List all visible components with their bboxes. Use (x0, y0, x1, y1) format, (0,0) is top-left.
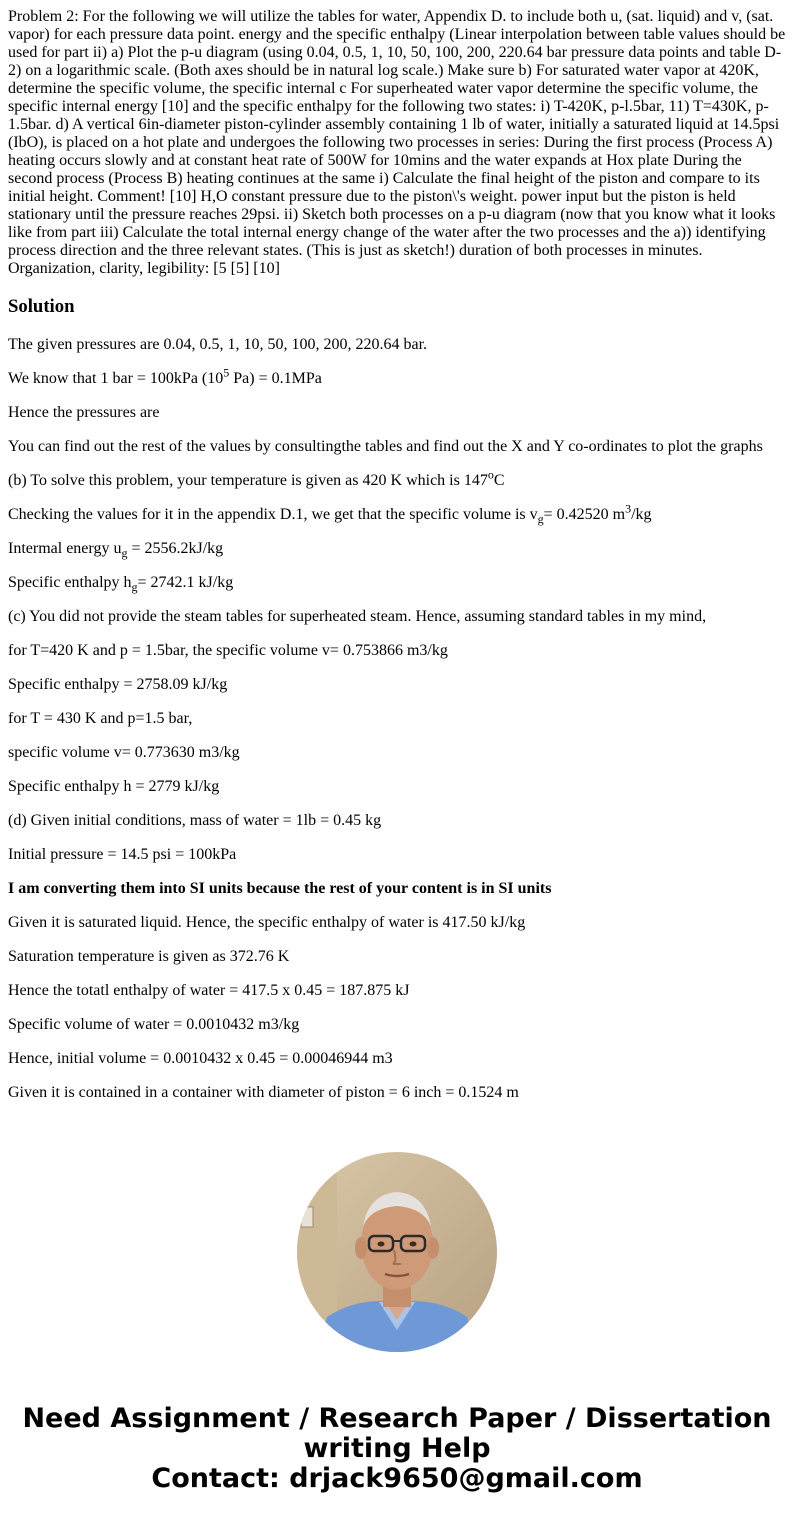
initial-volume-text: Hence, initial volume = 0.0010432 x 0.45 = 0.00046944 m3 (8, 1050, 393, 1067)
promo-banner (0, 1122, 794, 1523)
part-d-intro-text: (d) Given initial conditions, mass of water = 1lb = 0.45 kg (8, 812, 382, 829)
document-body (8, 0, 786, 1122)
state-420-volume-text: for T=420 K and p = 1.5bar, the specific volume v= 0.753866 m3/kg (8, 642, 448, 659)
promo-contact-line: Contact: drjack9650@gmail.com (151, 1463, 643, 1494)
state-430-enthalpy-text: Specific enthalpy h = 2779 kJ/kg (8, 778, 220, 795)
specific-volume-text: Checking the values for it in the appendix D.1, we get that the specific volume is $v_g= 0.42520$ $m^3/kg$ (8, 501, 652, 527)
problem-statement: Problem 2: For the following we will utilize the tables for water, Appendix D. to include both u, (sat. liquid) and v, (sat. vapor) for each pressure data point. energy and the specific enthalpy (Linear interpolation between table values should be used for part ii) a) Plot the p-u diagram (using 0.04, 0.5, 1, 10, 50, 100, 200, 220.64 bar pressure data points and table D-2) on a logarithmic scale. (Both axes should be in natural log scale.) Make sure b) For saturated water vapor at 420K, determine the specific volume, the specific internal c For superheated water vapor determine the specific volume, the specific internal energy [10] and the specific enthalpy for the following two states: i) T-420K, p-l.5bar, 11) T=430K, p-1.5bar. d) A vertical 6in-diameter piston-cylinder assembly containing 1 lb of water, initially a saturated liquid at 14.5psi (IbO), is placed on a hot plate and undergoes the following two processes in series: During the first process (Process A) heating occurs slowly and at constant heat rate of 500W for 10mins and the water expands at Hox plate During the second process (Process B) heating continues at the same i) Calculate the final height of the piston and compare to its initial height. Comment! [10] H,O constant pressure due to the piston\'s weight. power input but the piston is held stationary until the pressure reaches 29psi. ii) Sketch both processes on a p-u diagram (now that you know what it looks like from part iii) Calculate the total internal energy change of the water after the two processes and the a)) identifying process direction and the three relevant states. (This is just as sketch!) duration of both processes in minutes. Organization, clarity, legibility: [5 [5] [10] (8, 8, 786, 277)
avatar-portrait-image (297, 1152, 497, 1352)
internal-energy-text: Intermal energy $u_g = 2556.2kJ/kg$ (8, 540, 224, 561)
given-pressures-text: The given pressures are 0.04, 0.5, 1, 10, 50, 100, 200, 220.64 bar. (8, 336, 428, 353)
container-diameter-text: Given it is contained in a container with diameter of piston = 6 inch = 0.1524 m (8, 1084, 519, 1101)
saturated-liquid-text: Given it is saturated liquid. Hence, the specific enthalpy of water is 417.50 kJ/kg (8, 914, 526, 931)
initial-pressure-text: Initial pressure = 14.5 psi = 100kPa (8, 846, 237, 863)
specific-enthalpy-text: Specific enthalpy $h_g= 2742.1$ kJ/kg (8, 574, 234, 595)
avatar (297, 1152, 497, 1352)
state-430-volume-text: specific volume v= 0.773630 m3/kg (8, 744, 240, 761)
promo-text (0, 1404, 794, 1494)
total-enthalpy-text: Hence the totatl enthalpy of water = 417.5 x 0.45 = 187.875 kJ (8, 982, 410, 999)
si-units-note: I am converting them into SI units because the rest of your content is in SI units (8, 880, 552, 897)
solution-heading: Solution (8, 296, 75, 317)
hence-pressures-text: Hence the pressures are (8, 404, 160, 421)
saturation-temperature-text: Saturation temperature is given as 372.76 K (8, 948, 290, 965)
part-b-temperature-text: (b) To solve this problem, your temperature is given as 420 K which is 147$^o$C (8, 467, 505, 489)
promo-line-1: Need Assignment / Research Paper / Dissertation (22, 1403, 772, 1434)
specific-volume-water-text: Specific volume of water = 0.0010432 m3/kg (8, 1016, 300, 1033)
state-420-enthalpy-text: Specific enthalpy = 2758.09 kJ/kg (8, 676, 228, 693)
promo-line-2: writing Help (303, 1433, 491, 1464)
state-430-text: for T = 430 K and p=1.5 bar, (8, 710, 193, 727)
rest-values-text: You can find out the rest of the values by consultingthe tables and find out the X and Y co-ordinates to plot the graphs (8, 438, 763, 455)
bar-conversion-text: We know that 1 bar = 100kPa ($10^5$ Pa) = 0.1MPa (8, 365, 322, 387)
part-c-intro-text: (c) You did not provide the steam tables for superheated steam. Hence, assuming standard tables in my mind, (8, 608, 707, 625)
